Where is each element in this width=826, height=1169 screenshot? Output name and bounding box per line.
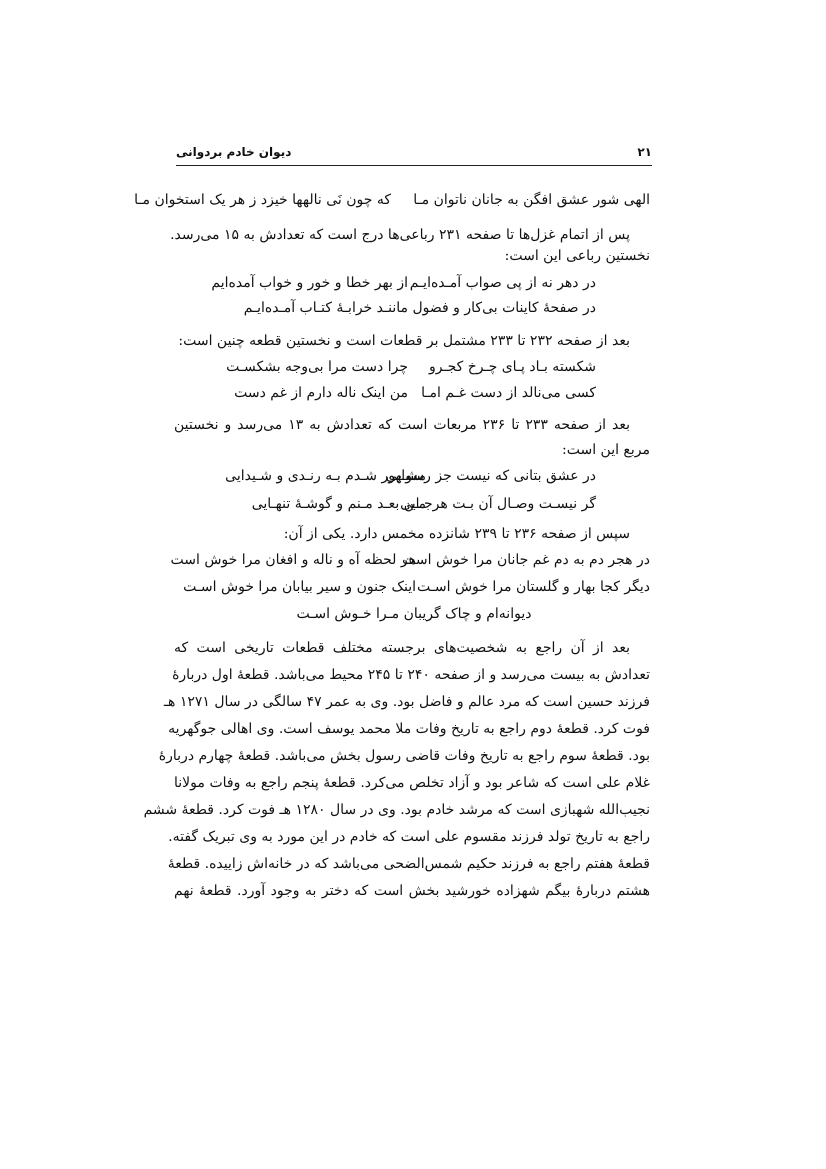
paragraph-line: راجع به تاریخ تولد فرزند مقسوم علی است که خادم در این مورد به وی تبریک گفته. <box>168 829 650 845</box>
hemistich-centered: دیوانه‌ام و چاک گریبان مـرا خـوش اسـت <box>296 606 532 622</box>
hemistich: هر لحظه آه و ناله و افغان مرا خوش است <box>170 552 416 568</box>
hemistich: اینک جنون و سیر بیابان مرا خوش اسـت <box>183 579 416 595</box>
hemistich: الهی شور عشق افگن به جانان ناتوان مـا <box>413 192 650 208</box>
running-header <box>176 143 652 166</box>
paragraph-line: نخستین رباعی این است: <box>504 248 650 264</box>
paragraph-line: غلام علی است که شاعر بود و آزاد تخلص می‌کرد. قطعهٔ پنجم راجع به وفات مولانا <box>174 775 650 791</box>
paragraph-line: نجیب‌الله شهبازی است که مرشد خادم بود. وی در سال ۱۲۸۰ هـ فوت کرد. قطعهٔ ششم <box>143 802 650 818</box>
paragraph-line: هشتم دربارهٔ بیگم شهزاده خورشید بخش است که دختر به وجود آورد. قطعهٔ نهم <box>174 883 650 899</box>
verse-line <box>413 190 650 210</box>
hemistich: در صفحهٔ کاینات بی‌کار و فضول <box>412 300 596 316</box>
paragraph-line: تعدادش به بیست می‌رسد و از صفحه ۲۴۰ تا ۲۴۵ محیط می‌باشد. قطعهٔ اول دربارهٔ <box>172 667 650 683</box>
hemistich: دیگر کجا بهار و گلستان مرا خوش اسـت <box>417 579 650 595</box>
hemistich: در عشق بتانی که نیست جز رسوایی <box>385 468 596 484</box>
book-title: دیوان خادم بردوانی <box>176 145 292 159</box>
hemistich: در هجر دم به دم غم جانان مرا خوش است <box>402 552 650 568</box>
paragraph-line: بعد از صفحه ۲۳۳ تا ۲۳۶ مربعات است که تعدادش به ۱۳ می‌رسد و نخستین <box>174 417 631 433</box>
paragraph-line: سپس از صفحه ۲۳۶ تا ۲۳۹ شانزده مخمس دارد. یکی از آن: <box>283 526 630 542</box>
paragraph-line: مربع این است: <box>562 442 650 458</box>
paragraph-line: فرزند حسین است که مرد عالم و فاضل بود. وی به عمر ۴۷ سالگی در سال ۱۲۷۱ هـ <box>163 694 650 710</box>
hemistich: ماننـد خرابـهٔ کتـاب آمـده‌ایـم <box>243 300 408 316</box>
hemistich: من اینک ناله دارم از غم دست <box>234 385 408 401</box>
hemistich: مـن بعـد مـنم و گوشـهٔ تنهـایی <box>251 496 426 512</box>
paragraph-line: بود. قطعهٔ سوم راجع به تاریخ وفات قاضی رسول بخش می‌باشد. قطعهٔ چهارم دربارهٔ <box>158 748 650 764</box>
hemistich: گر نیسـت وصـال آن بـت هرجـایی <box>400 496 596 512</box>
paragraph-line: بعد از صفحه ۲۳۲ تا ۲۳۳ مشتمل بر قطعات است و نخستین قطعه چنین است: <box>178 333 630 349</box>
paragraph-line: پس از اتمام غزل‌ها تا صفحه ۲۳۱ رباعی‌ها درج است که تعدادش به ۱۵ می‌رسد. <box>170 227 630 243</box>
paragraph-line: بعد از آن راجع به شخصیت‌های برجسته مختلف قطعات تاریخی است که <box>174 640 630 656</box>
verse-line <box>134 190 391 210</box>
hemistich: چرا دست مرا بی‌وجه بشکسـت <box>226 359 408 375</box>
hemistich: شکسته بـاد پـای چـرخ کجـرو <box>428 359 596 375</box>
page-number: ۲۱ <box>637 145 652 159</box>
hemistich: از بهر خطا و خور و خواب آمده‌ایم <box>211 275 408 291</box>
hemistich: کسی می‌نالد از دست غـم امـا <box>421 385 596 401</box>
hemistich: که چون نَی نالهها خیزد ز هر یک استخوان مـا <box>134 192 391 208</box>
paragraph-line: فوت کرد. قطعهٔ دوم راجع به تاریخ وفات ملا محمد یوسف است. وی اهالی جوگهریه <box>168 721 650 737</box>
hemistich: مشـهور شـدم بـه رنـدی و شـیدایی <box>225 468 426 484</box>
hemistich: در دهر نه از پی صواب آمـده‌ایـم <box>409 275 596 291</box>
paragraph-line: قطعهٔ هفتم راجع به فرزند حکیم شمس‌الضحی می‌باشد که در خانه‌اش زاییده. قطعهٔ <box>167 856 650 872</box>
